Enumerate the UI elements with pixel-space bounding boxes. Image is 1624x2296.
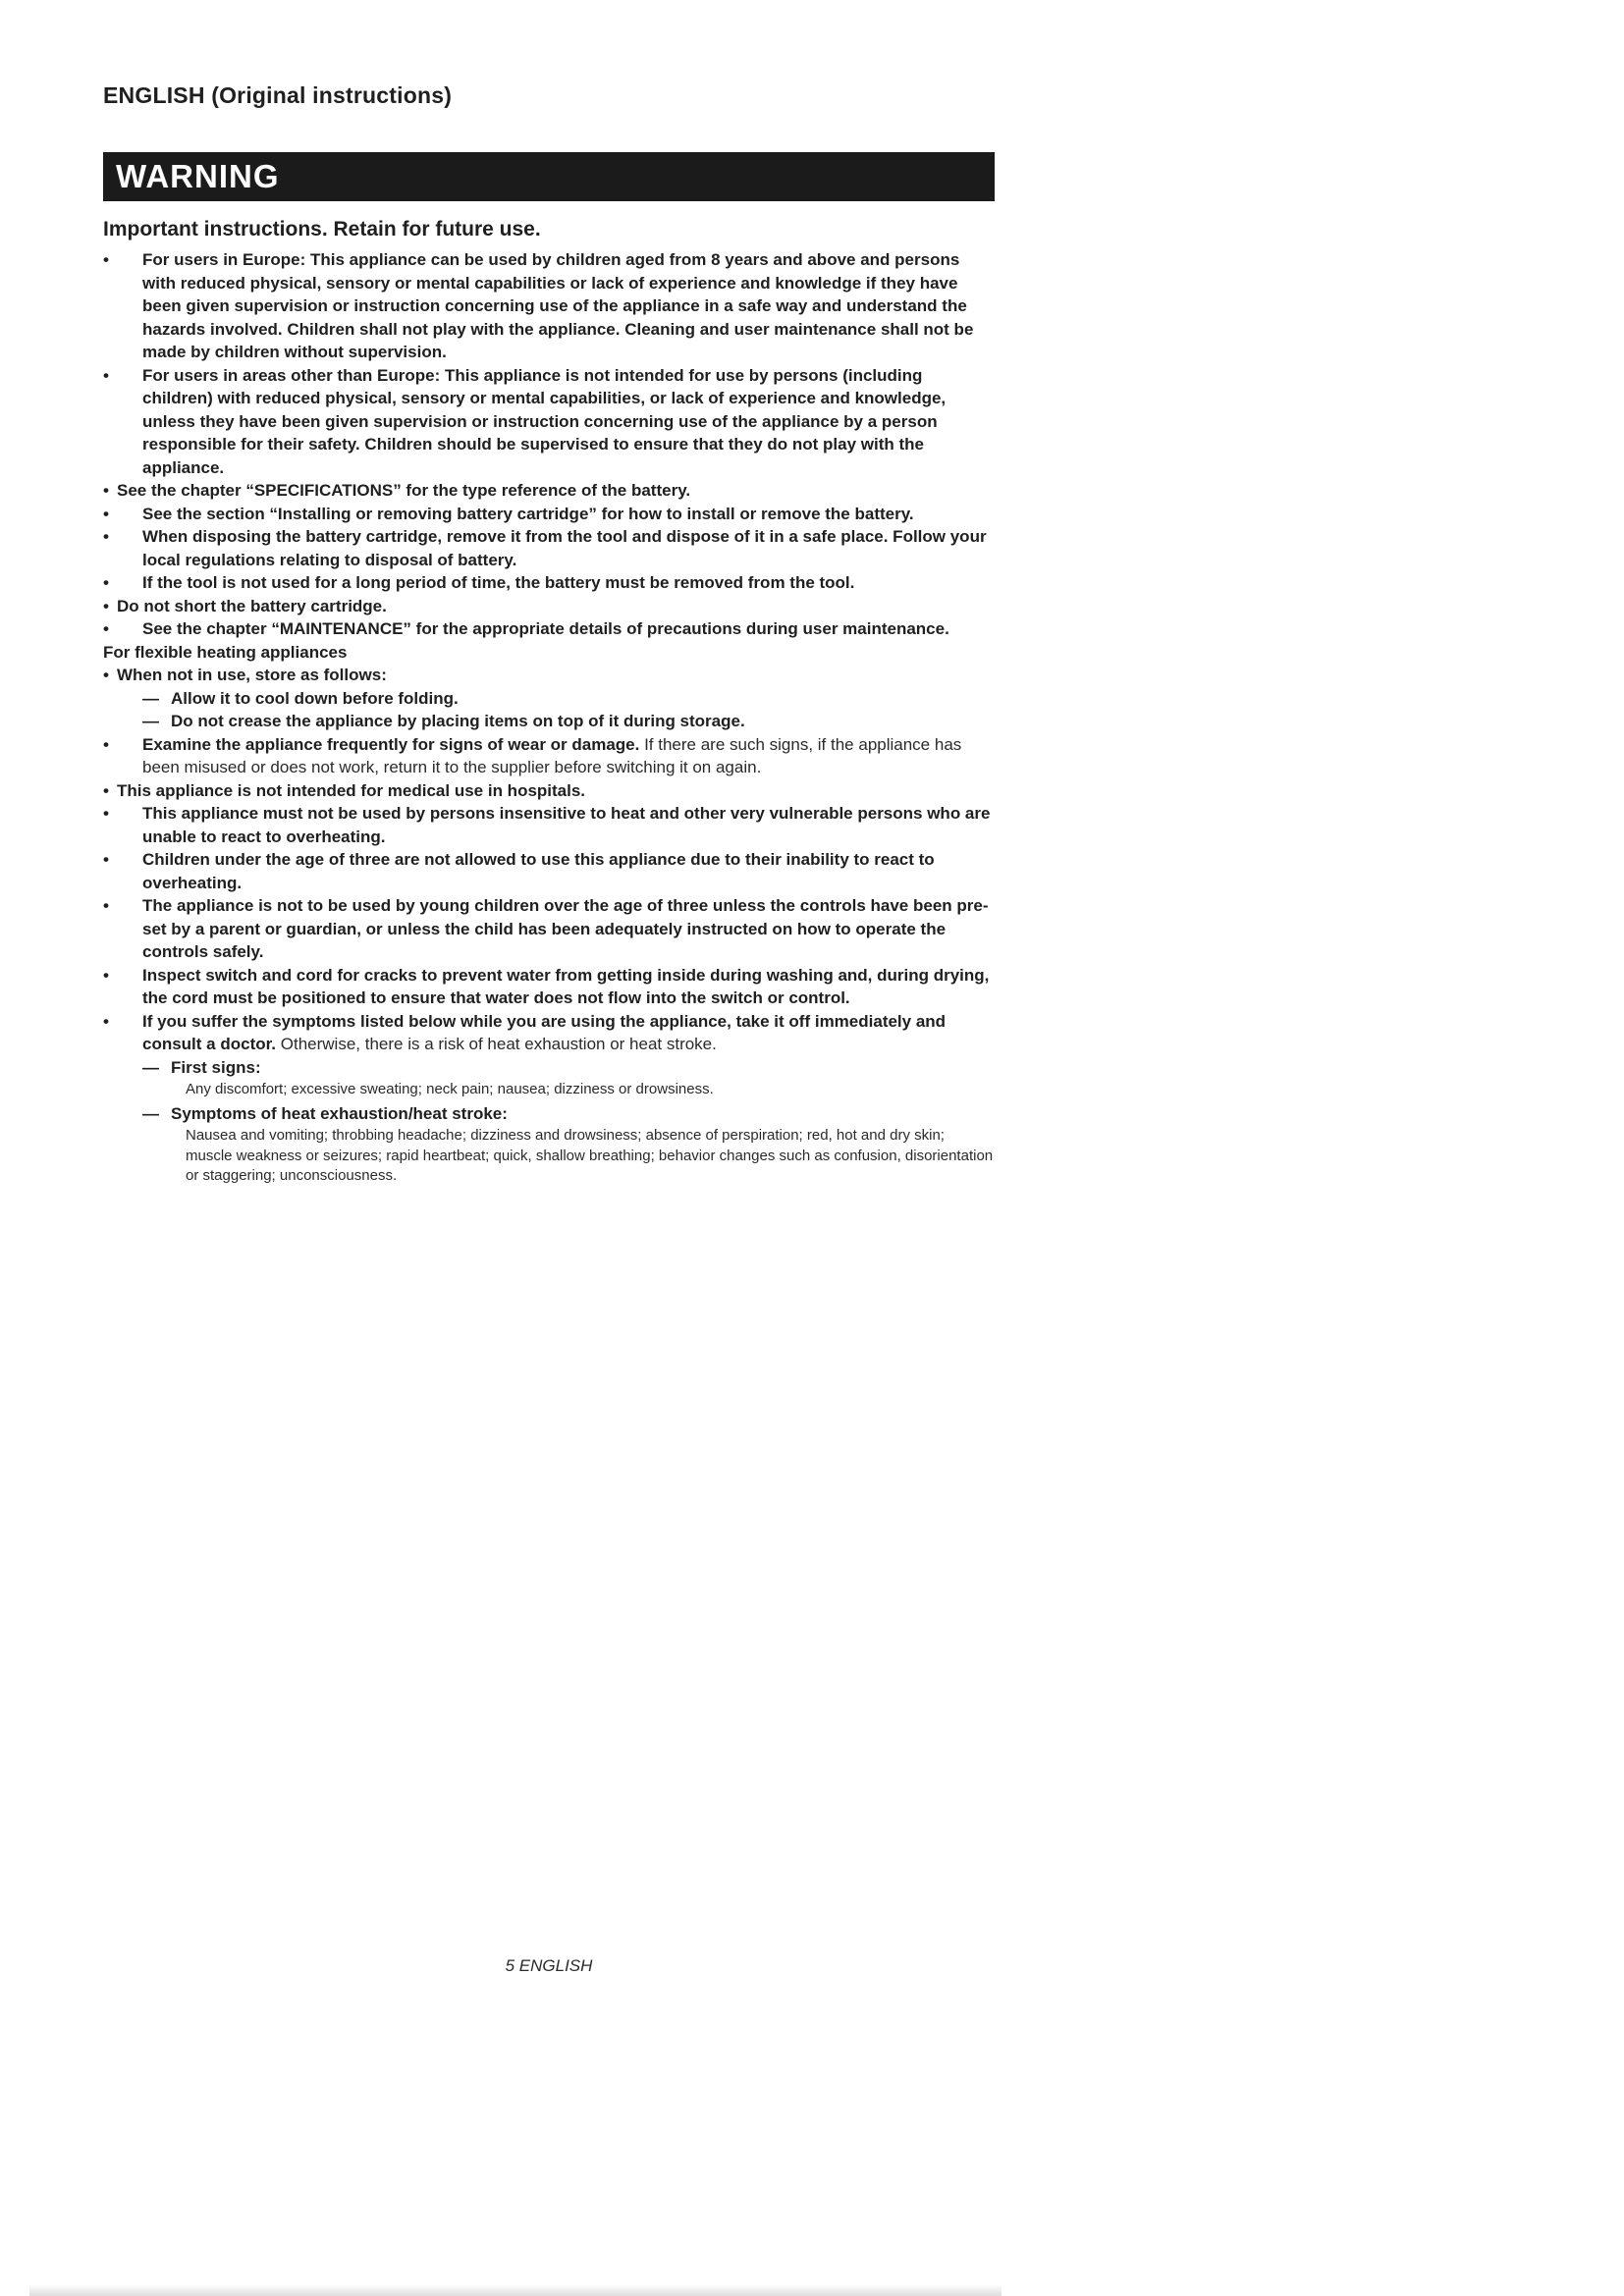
note-text bbox=[103, 1125, 995, 1189]
bullet-marker: • bbox=[103, 619, 109, 638]
list-item bbox=[103, 364, 995, 480]
item-text-bold: Symptoms of heat exhaustion/heat stroke: bbox=[171, 1103, 508, 1123]
item-text-bold: For users in areas other than Europe: This appliance is not intended for use by persons (including children) with reduced physical, sensory or mental capabilities, or lack of experience and knowledge, unless they have been given supervision or instruction concerning use of the appliance by a person responsible for their safety. Children should be supervised to ensure that they do not play with the appliance. bbox=[142, 365, 947, 477]
list-item bbox=[103, 687, 995, 711]
dash-marker: — bbox=[142, 1103, 159, 1123]
list-item bbox=[103, 1010, 995, 1056]
bullet-marker: • bbox=[103, 365, 109, 385]
item-text-bold: For flexible heating appliances bbox=[103, 642, 348, 662]
bullet-marker: • bbox=[103, 596, 109, 615]
list-item bbox=[103, 894, 995, 964]
list-item bbox=[103, 479, 995, 503]
item-text-bold: Do not short the battery cartridge. bbox=[117, 596, 387, 615]
list-item bbox=[103, 641, 995, 665]
list-item bbox=[103, 802, 995, 848]
item-text bbox=[142, 733, 995, 779]
item-text-regular: Nausea and vomiting; throbbing headache; dizziness and drowsiness; absence of perspiration; red, hot and dry skin; muscle weakness or seizures; rapid heartbeat; quick, shallow breathing; behavior changes such as confusion, disorientation or staggering; unconsciousness. bbox=[186, 1127, 994, 1184]
list-item bbox=[103, 664, 995, 687]
bullet-marker: • bbox=[103, 896, 109, 915]
dash-marker: — bbox=[142, 712, 159, 730]
item-text bbox=[142, 1010, 995, 1056]
page-header: ENGLISH (Original instructions) bbox=[103, 82, 453, 108]
item-text bbox=[142, 894, 995, 964]
bullet-marker: • bbox=[103, 527, 109, 546]
list-item bbox=[103, 1102, 995, 1126]
bullet-marker: • bbox=[103, 850, 109, 869]
item-text bbox=[171, 710, 995, 733]
item-text-regular: Otherwise, there is a risk of heat exhaustion or heat stroke. bbox=[276, 1035, 717, 1053]
item-text-bold: When not in use, store as follows: bbox=[117, 666, 387, 684]
item-text-bold: First signs: bbox=[171, 1057, 261, 1077]
item-text bbox=[142, 503, 995, 526]
item-text bbox=[142, 848, 995, 894]
warning-banner-label: WARNING bbox=[116, 158, 280, 194]
scan-edge-artifact bbox=[29, 2284, 1001, 2296]
list-item bbox=[103, 503, 995, 526]
list-item bbox=[103, 733, 995, 779]
item-text bbox=[142, 571, 995, 595]
item-text-bold: Examine the appliance frequently for signs of wear or damage. bbox=[142, 734, 640, 754]
item-text-bold: Inspect switch and cord for cracks to prevent water from getting inside during washing and, during drying, the cord must be positioned to ensure that water does not flow into the switch or control. bbox=[142, 965, 990, 1007]
item-text bbox=[142, 802, 995, 848]
page-content bbox=[103, 82, 995, 1189]
list-item bbox=[103, 248, 995, 364]
item-text-bold: This appliance is not intended for medical use in hospitals. bbox=[117, 780, 586, 800]
bullet-marker: • bbox=[103, 666, 109, 684]
item-text-bold: Allow it to cool down before folding. bbox=[171, 688, 459, 708]
item-text bbox=[142, 964, 995, 1010]
item-text bbox=[117, 479, 995, 503]
list-item bbox=[103, 848, 995, 894]
list-item bbox=[103, 595, 995, 618]
bullet-marker: • bbox=[103, 780, 109, 800]
item-text bbox=[142, 364, 995, 480]
list-item bbox=[103, 617, 995, 641]
item-text bbox=[142, 248, 995, 364]
bullet-marker: • bbox=[103, 804, 109, 823]
item-text bbox=[186, 1080, 995, 1100]
list-item bbox=[103, 1056, 995, 1080]
item-text-bold: If the tool is not used for a long period of time, the battery must be removed from the tool. bbox=[142, 573, 855, 592]
bullet-marker: • bbox=[103, 504, 109, 523]
item-text-bold: The appliance is not to be used by young children over the age of three unless the controls have been pre-set by a parent or guardian, or unless the child has been adequately instructed on how to operate the controls safely. bbox=[142, 896, 989, 961]
bullet-marker: • bbox=[103, 734, 109, 754]
list-item bbox=[103, 525, 995, 571]
item-text bbox=[171, 687, 995, 711]
bullet-marker: • bbox=[103, 965, 109, 985]
item-text bbox=[186, 1126, 995, 1187]
dash-marker: — bbox=[142, 688, 159, 708]
bullet-marker: • bbox=[103, 250, 109, 269]
list-item bbox=[103, 964, 995, 1010]
item-text bbox=[117, 664, 995, 687]
bullet-marker: • bbox=[103, 573, 109, 592]
item-text bbox=[103, 643, 347, 662]
item-text bbox=[117, 595, 995, 618]
item-text bbox=[117, 779, 995, 803]
bullet-marker: • bbox=[103, 1011, 109, 1031]
item-text-regular: Any discomfort; excessive sweating; neck pain; nausea; dizziness or drowsiness. bbox=[186, 1081, 714, 1097]
item-text-bold: This appliance must not be used by persons insensitive to heat and other very vulnerable persons who are unable to react to overheating. bbox=[142, 804, 991, 846]
bullet-marker: • bbox=[103, 481, 109, 500]
page-footer: 5 ENGLISH bbox=[505, 1956, 593, 1975]
list-item bbox=[103, 571, 995, 595]
item-text-bold: See the section “Installing or removing battery cartridge” for how to install or remove the battery. bbox=[142, 504, 914, 523]
item-text-bold: For users in Europe: This appliance can be used by children aged from 8 years and above and persons with reduced physical, sensory or mental capabilities or lack of experience and knowledge if they have been given supervision or instruction concerning use of the appliance in a safe way and understand the hazards involved. Children shall not play with the appliance. Cleaning and user maintenance shall not be made by children without supervision. bbox=[142, 250, 974, 361]
item-text bbox=[171, 1102, 995, 1126]
item-text-bold: Children under the age of three are not allowed to use this appliance due to their inability to react to overheating. bbox=[142, 850, 935, 892]
item-text bbox=[142, 617, 995, 641]
note-text bbox=[103, 1079, 995, 1102]
item-text bbox=[171, 1056, 995, 1080]
warning-banner bbox=[103, 152, 995, 201]
item-text-bold: See the chapter “MAINTENANCE” for the appropriate details of precautions during user maintenance. bbox=[142, 619, 949, 638]
item-text-bold: If you suffer the symptoms listed below while you are using the appliance, take it off immediately and consult a doctor. bbox=[142, 1011, 947, 1053]
section-title: Important instructions. Retain for future use. bbox=[103, 218, 541, 240]
item-text-bold: When disposing the battery cartridge, remove it from the tool and dispose of it in a safe place. Follow your local regulations relating to disposal of battery. bbox=[142, 527, 987, 569]
dash-marker: — bbox=[142, 1057, 159, 1077]
list-item bbox=[103, 710, 995, 733]
item-text-bold: Do not crease the appliance by placing items on top of it during storage. bbox=[171, 712, 745, 730]
item-text-bold: See the chapter “SPECIFICATIONS” for the type reference of the battery. bbox=[117, 481, 691, 500]
instruction-list bbox=[103, 248, 995, 1189]
item-text bbox=[142, 525, 995, 571]
item-text-regular: If there are such signs, if the appliance has been misused or does not work, return it to the supplier before switching it on again. bbox=[142, 734, 962, 776]
list-item bbox=[103, 779, 995, 803]
